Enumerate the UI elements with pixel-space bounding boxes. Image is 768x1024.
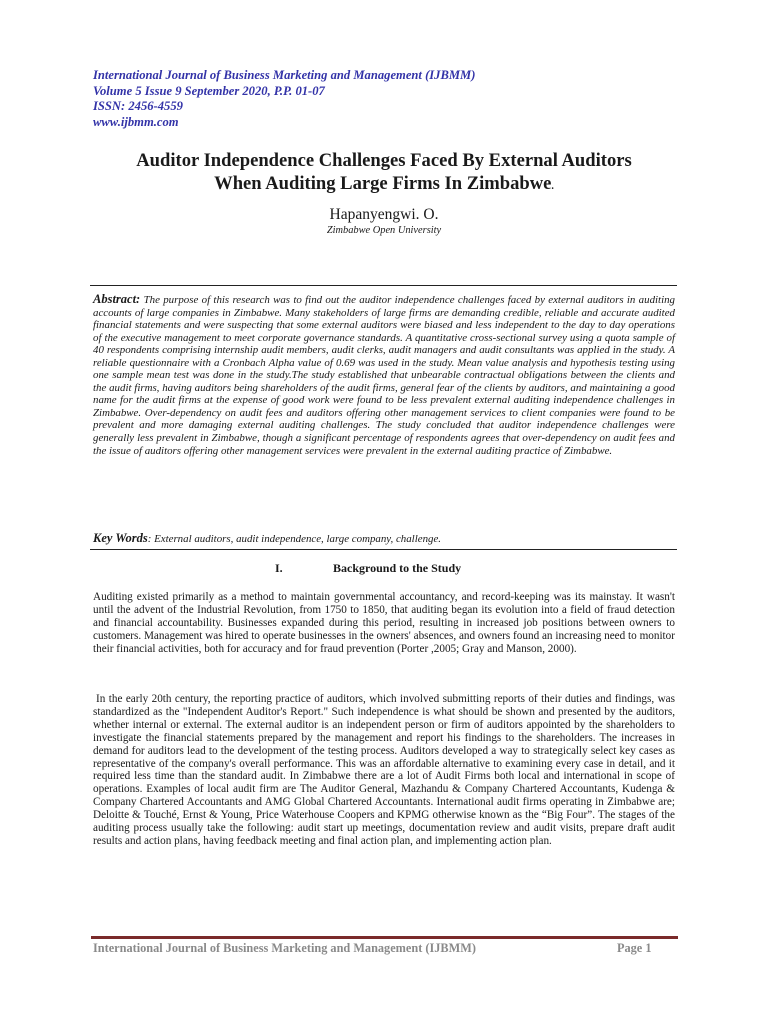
section-number: I. bbox=[275, 561, 283, 575]
journal-name: International Journal of Business Marketing and Management (IJBMM) bbox=[93, 68, 476, 82]
keywords bbox=[93, 531, 675, 546]
paper-title-trailing-dot: . bbox=[551, 181, 554, 192]
paper-title-line-2-text: When Auditing Large Firms In Zimbabwe bbox=[214, 173, 552, 194]
journal-volume: Volume 5 Issue 9 September 2020, P.P. 01-07 bbox=[93, 83, 325, 98]
paper-title-line-2 bbox=[60, 172, 708, 198]
footer-page-number: Page 1 bbox=[617, 941, 652, 955]
footer-divider bbox=[91, 936, 678, 939]
journal-website-link[interactable]: www.ijbmm.com bbox=[93, 114, 179, 129]
keywords-label: Key Words bbox=[93, 531, 148, 545]
keywords-text: : External auditors, audit independence, large company, challenge. bbox=[147, 533, 442, 545]
abstract-label: Abstract: bbox=[93, 292, 141, 306]
abstract bbox=[93, 293, 675, 457]
footer-journal-name: International Journal of Business Marketing and Management (IJBMM) bbox=[93, 941, 476, 955]
journal-header bbox=[93, 68, 475, 130]
journal-issn: ISSN: 2456-4559 bbox=[93, 99, 183, 114]
section-title: Background to the Study bbox=[333, 561, 462, 575]
body-paragraph-1: Auditing existed primarily as a method to maintain governmental accountancy, and record-keeping was its mainstay. It wasn't until the advent of the Industrial Revolution, from 1750 to 1850, that auditing began its evolution into a field of fraud detection and financial accountability. Businesses expanded during this period, resulting in increased job positions between owners to customers. Management was hired to operate businesses in the owners' absences, and owners found an increasing need to monitor their financial activities, both for accuracy and for fraud prevention (Porter ,2005; Gray and Manson, 2000). bbox=[93, 591, 675, 655]
paper-title-line-1: Auditor Independence Challenges Faced By External Auditors bbox=[136, 150, 632, 171]
keywords-bottom-rule bbox=[90, 549, 677, 550]
abstract-top-rule bbox=[90, 285, 677, 286]
author-affiliation: Zimbabwe Open University bbox=[326, 225, 442, 236]
body-paragraph-2: In the early 20th century, the reporting practice of auditors, which involved submitting reports of their duties and findings, was standardized as the "Independent Auditor's Report." Such independence is what should be shown and presented by the auditors, whether internal or external. The external auditor is an independent person or firm of auditors appointed by the shareholders to investigate the financial statements prepared by the management and report his findings to the shareholders. The increases in demand for auditors lead to the development of the testing process. Auditors developed a way to strategically select key cases as representative of the company's overall performance. This was an affordable alternative to examining every case in detail, and it required less time than the standard audit. In Zimbabwe there are a lot of Audit Firms both local and international in scope of operations. Examples of local audit firm are The Auditor General, Mazhandu & Company Chartered Accountants, Kudenga & Company Chartered Accountants and AMG Global Chartered Accountants. International audit firms operating in Zimbabwe are; Deloitte & Touché, Ernst & Young, Price Waterhouse Coopers and KPMG otherwise known as the “Big Four”. The stages of the auditing process usually take the following: audit start up meetings, documentation review and audit visits, prepare draft audit results and action plans, having feedback meeting and final action plan, and implementing action plan. bbox=[93, 693, 675, 847]
abstract-text: The purpose of this research was to find out the auditor independence challenges faced by external auditors in auditing accounts of large companies in Zimbabwe. Many stakeholders of large firms are demanding credible, reliable and accurate audited financial statements and were suspecting that some external auditors were biased and less independent to the day to day operations of the executive management to meet corporate governance standards. A quantitative cross-sectional survey using a quota sample of 40 respondents comprising internship audit members, audit clerks, audit managers and audit consultants was applied in the study. A reliable questionnaire with a Cronbach Alpha value of 0.69 was used in the study. Mean value analysis and hypothesis testing using one sample mean test was done in the study.The study established that unbearable contractual obligations between the clients and the audit firms, having auditors being shareholders of the audit firms, general fear of the clients by auditors, and maintaining a good name for the audit firms at the expense of good work were found to be less prevalent external auditing independence challenges in Zimbabwe. Over-dependency on audit fees and auditors offering other management services to client companies were found to be prevalent and more damaging external auditing challenges. The study concluded that auditor independence challenges were generally less prevalent in Zimbabwe, though a significant percentage of respondents agrees that over-dependency on audit fees and the issue of auditors offering other management services were prevalent in the external auditing practice of Zimbabwe. bbox=[93, 294, 675, 457]
paper-title bbox=[60, 149, 708, 198]
author-name: Hapanyengwi. O. bbox=[329, 206, 439, 223]
